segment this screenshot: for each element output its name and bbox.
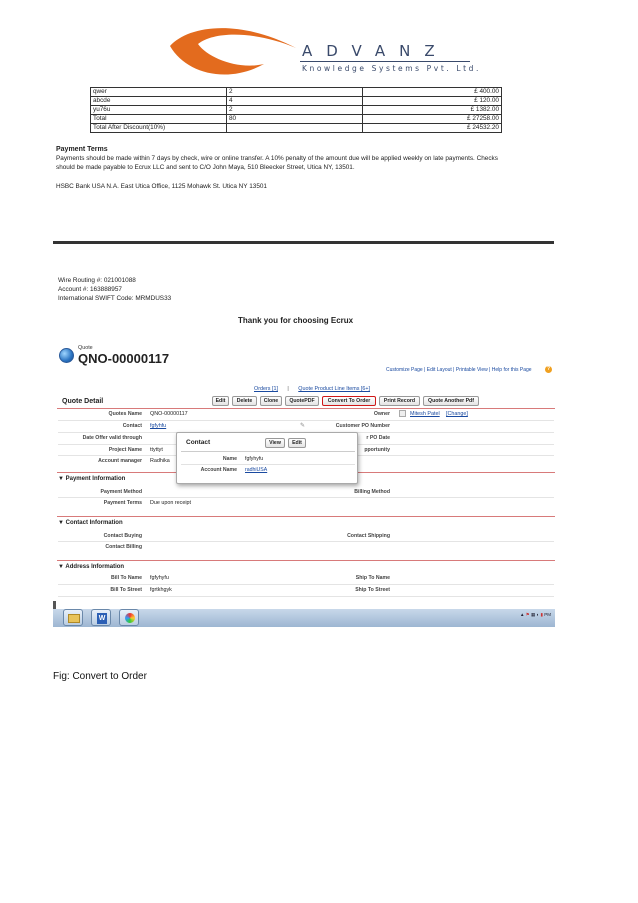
popup-view-button[interactable]: View (265, 438, 285, 448)
qty-cell: 2 (227, 88, 363, 97)
field-label: Contact Buying (103, 533, 142, 539)
related-list-links: Orders [1] | Quote Product Line Items [6+] (254, 386, 371, 392)
swift-code: International SWIFT Code: MRMDUS33 (58, 295, 172, 302)
popup-divider (181, 451, 355, 452)
qty-cell (227, 124, 363, 133)
field-value: fgrtkhgyk (150, 587, 172, 593)
page-divider (53, 241, 554, 244)
detail-divider (57, 408, 555, 409)
field-label: Ship To Street (355, 587, 390, 593)
figure-caption: Fig: Convert to Order (53, 671, 147, 682)
popup-account-label: Account Name (200, 467, 237, 473)
amount-cell: £ 24532.20 (363, 124, 502, 133)
contact-info-header[interactable]: ▼ Contact Information (58, 520, 123, 526)
item-label-cell: Total (91, 115, 227, 124)
field-label: Project Name (108, 447, 142, 453)
system-tray[interactable] (520, 612, 551, 618)
page-links[interactable]: Customize Page | Edit Layout | Printable View | Help for this Page (386, 367, 532, 373)
amount-cell: £ 27258.00 (363, 115, 502, 124)
detail-title: Quote Detail (62, 398, 104, 405)
field-value: fgfyhyfu (150, 575, 169, 581)
amount-cell: £ 1382.00 (363, 106, 502, 115)
logo-subtitle: Knowledge Systems Pvt. Ltd. (302, 64, 482, 73)
logo-swoosh-icon (168, 18, 298, 86)
popup-edit-button[interactable]: Edit (288, 438, 306, 448)
field-value: Radhika (150, 458, 170, 464)
volume-icon[interactable]: ◐ (536, 612, 540, 617)
amount-cell: £ 120.00 (363, 97, 502, 106)
field-label: Bill To Street (110, 587, 142, 593)
section-divider (57, 560, 555, 561)
flag-icon[interactable]: ⚑ (525, 612, 530, 617)
item-label-cell: abcde (91, 97, 227, 106)
company-logo (168, 18, 298, 86)
delete-button[interactable]: Delete (232, 396, 257, 406)
network-icon[interactable]: ▦ (530, 612, 536, 617)
print-record-button[interactable]: Print Record (379, 396, 420, 406)
contact-hover-popup (176, 432, 358, 484)
tray-arrow-icon[interactable]: ▲ (519, 612, 525, 617)
tray-time: PM (544, 612, 551, 617)
field-label: Billing Method (354, 489, 390, 495)
owner-change-link[interactable]: [Change] (446, 411, 468, 417)
table-row (91, 106, 502, 115)
totals-table (90, 87, 502, 133)
payment-terms-title: Payment Terms (56, 146, 108, 153)
collapse-triangle-icon[interactable]: ▼ (58, 564, 64, 570)
field-label: pportunity (364, 447, 390, 453)
field-label: Quotes Name (108, 411, 142, 417)
item-label-cell: yu76u (91, 106, 227, 115)
item-label-cell: qwer (91, 88, 227, 97)
field-label: Contact Shipping (347, 533, 390, 539)
payment-terms-line2: should be made payable to Ecrux LLC and sent to C/O John Maya, 510 Bleecker Street, Utica NY, 13501. (56, 164, 355, 171)
logo-rule (300, 61, 470, 62)
field-label: Customer PO Number (335, 423, 390, 429)
record-title: QNO-00000117 (78, 351, 170, 366)
field-label: Date Offer valid through (82, 435, 142, 441)
row-divider (58, 584, 554, 585)
qty-cell: 80 (227, 115, 363, 124)
quote-another-pdf-button[interactable]: Quote Another Pdf (423, 396, 479, 406)
popup-name-label: Name (222, 456, 237, 462)
collapse-triangle-icon[interactable]: ▼ (58, 520, 64, 526)
field-label: r PO Date (366, 435, 390, 441)
collapse-triangle-icon[interactable]: ▼ (58, 476, 64, 482)
owner-avatar (399, 410, 406, 417)
window-edge (53, 601, 56, 609)
account-number: Account #: 163888957 (58, 286, 122, 293)
quotepdf-button[interactable]: QuotePDF (285, 396, 319, 406)
qty-cell: 2 (227, 106, 363, 115)
amount-cell: £ 400.00 (363, 88, 502, 97)
table-row (91, 97, 502, 106)
popup-row-divider (181, 464, 355, 465)
table-row (91, 88, 502, 97)
field-label: Contact (122, 423, 142, 429)
field-label: Contact Billing (105, 544, 142, 550)
contact-link[interactable]: fgfyhfu (150, 423, 167, 429)
payment-info-header[interactable]: ▼ Payment Information (58, 476, 126, 482)
address-info-header[interactable]: ▼ Address Information (58, 564, 125, 570)
field-value: ttyttyt (150, 447, 163, 453)
edit-pencil-icon[interactable]: ✎ (300, 423, 306, 429)
qty-cell: 4 (227, 97, 363, 106)
object-label: Quote (78, 345, 93, 351)
owner-link[interactable]: Mitesh Patel (410, 411, 440, 417)
table-row (91, 124, 502, 133)
related-orders-link[interactable]: Orders [1] (254, 386, 278, 392)
row-divider (58, 596, 554, 597)
convert-to-order-button[interactable]: Convert To Order (322, 396, 376, 406)
bank-address: HSBC Bank USA N.A. East Utica Office, 1125 Mohawk St. Utica NY 13501 (56, 183, 267, 190)
field-label: Bill To Name (110, 575, 142, 581)
item-label-cell: Total After Discount(10%) (91, 124, 227, 133)
row-divider (58, 541, 554, 542)
row-divider (58, 497, 554, 498)
popup-account-link[interactable]: radhiUSA (245, 467, 268, 473)
field-label: Payment Terms (103, 500, 142, 506)
table-row (91, 115, 502, 124)
field-label: Owner (373, 411, 390, 417)
wire-routing: Wire Routing #: 021001088 (58, 277, 136, 284)
paint-icon[interactable] (119, 609, 139, 626)
row-divider (58, 420, 554, 421)
battery-icon[interactable]: ▮ (540, 612, 543, 617)
popup-title: Contact (186, 439, 211, 446)
section-divider (57, 516, 555, 517)
field-label: Payment Method (100, 489, 142, 495)
thanks-message: Thank you for choosing Ecrux (238, 316, 354, 325)
field-value: QNO-00000117 (150, 411, 188, 417)
folder-icon[interactable] (63, 609, 83, 626)
field-value: Due upon receipt (150, 500, 192, 506)
field-label: Account manager (98, 458, 142, 464)
popup-name-value: fgfyhyfu (245, 456, 264, 462)
logo-wordmark: ADVANZ (302, 42, 449, 60)
clone-button[interactable]: Clone (260, 396, 282, 406)
payment-terms-line1: Payments should be made within 7 days by check, wire or online transfer. A 10% penalty of the amount due will be applied weekly on late payments. Checks (56, 155, 498, 162)
windows-taskbar (53, 609, 555, 627)
edit-button[interactable]: Edit (212, 396, 229, 406)
related-line-items-link[interactable]: Quote Product Line Items [6+] (298, 386, 371, 392)
quote-globe-icon (59, 348, 74, 363)
help-icon[interactable]: ? (546, 366, 551, 372)
word-icon[interactable]: W (91, 609, 111, 626)
field-label: Ship To Name (355, 575, 390, 581)
